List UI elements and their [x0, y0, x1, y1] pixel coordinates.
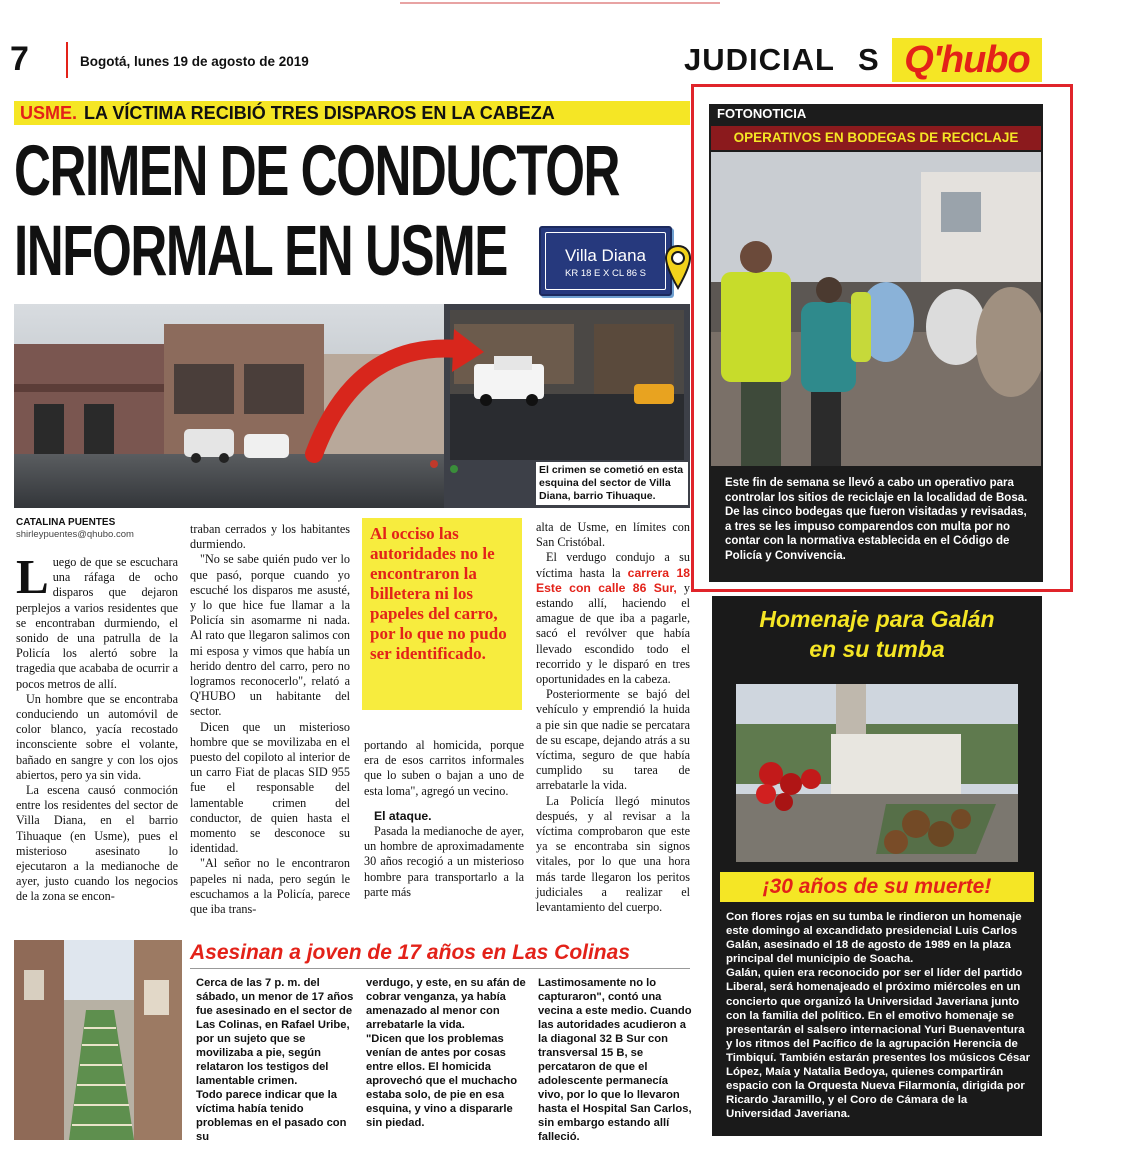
kicker — [14, 101, 690, 125]
story-paragraph — [536, 550, 690, 687]
galan-tomb-photo — [736, 684, 1018, 862]
header-divider — [66, 42, 68, 78]
story-paragraph: Un hombre que se encontraba conduciendo un automóvil de color blanco, yacía recostado inconsciente sobre el volante, bañado en sangre y con los ojos abiertos, pero ya sin vida. — [16, 691, 178, 782]
story-paragraph: Posteriormente se bajó del vehículo y emprendió la huida a pie sin que nadie se percatara de su escape, dejando atrás a su víctima, seguro de que había cumplido su tarea de arrebatarle la vida. — [536, 687, 690, 793]
story-subhead: El ataque. — [374, 808, 432, 823]
location-sign-address: KR 18 E X CL 86 S — [565, 268, 646, 279]
drop-cap: L — [16, 549, 49, 604]
colinas-stairs-photo — [14, 940, 182, 1140]
homenaje-title-line-2: en su tumba — [809, 636, 945, 662]
author-name: CATALINA PUENTES — [16, 517, 116, 528]
pull-quote-box — [362, 518, 522, 710]
colinas-rule — [190, 968, 690, 969]
fotonoticia-caption: Este fin de semana se llevó a cabo un operativo para controlar los sitios de reciclaje en la localidad de Bosa. De las cinco bodegas que fueron visitadas y revisadas, a tres se les impuso comparendos con multa por no contar con la normativa establecida en el Código de Policía y Convivencia. — [725, 477, 1028, 562]
brand-logo: Q'hubo — [892, 38, 1042, 82]
location-sign-title: Villa Diana — [565, 246, 646, 265]
section-suffix: S — [858, 42, 880, 77]
author-email[interactable]: shirleypuentes@qhubo.com — [16, 529, 134, 540]
page-number: 7 — [10, 40, 29, 78]
homenaje-banner: ¡30 años de su muerte! — [720, 872, 1034, 902]
issue-date: Bogotá, lunes 19 de agosto de 2019 — [80, 54, 309, 69]
colinas-column-1: Cerca de las 7 p. m. del sábado, un menor de 17 años fue asesinado en el sector de Las Colinas, en Rafael Uribe, por un sujeto que se movilizaba a pie, según relataron los testigos del lamentable crimen. Todo parece indicar que la víctima había tenido problemas en el pasado con su — [196, 977, 354, 1143]
colinas-column-2: verdugo, y este, en su afán de cobrar venganza, ya había amenazado al menor con arrebatarle la vida. "Dicen que los problemas venían de antes por cosas entre ellos. El homicida aprovechó que el muchacho estaba solo, de pie en esa esquina, y vino a dispararle sin piedad. — [366, 977, 526, 1129]
story-address: carrera 18 Este con calle 86 Sur, — [536, 565, 690, 595]
homenaje-paragraph: Galán, quien era reconocido por ser el líder del partido Liberal, será homenajeado el próximo miércoles en un concierto que organizó la Universidad Javeriana junto con la familia del político. En el emotivo homenaje se presentarán el salsero internacional Yuri Buenaventura y los ritmos del Pacífico de la agrupación Herencia de Timbiquí. También estarán presentes los músicos César López, Maía y Natalia Bedoya, quienes compartirán espacio con la Orquesta Nueva Filarmonía, dirigida por Ricardo Jaramillo, y el Coro de Cámara de la Universidad Javeriana. — [726, 967, 1031, 1121]
story-text: y estando allí, haciendo el amague de que iba a pagarle, sacó el revólver que había llevado escondido todo el recorrido y le disparó en tres oportunidades en la cabeza. — [536, 580, 690, 687]
recycling-operation-photo — [711, 152, 1041, 466]
story-paragraph: "Al señor no le encontraron papeles ni nada, pero según le escuchamos a la Policía, parece que iba trans- — [190, 856, 350, 917]
story-paragraph: uego de que se escuchara una ráfaga de ocho disparos que dejaron perplejos a varios residentes que se encontraban durmiendo, el sonido de una patrulla de la Policía los alertó sobre la tragedia que acababa de ocurrir a pocos metros de allí. — [16, 555, 178, 691]
story-paragraph: La Policía llegó minutos después, y al revisar a la víctima comprobaron que este ya se encontraba sin signos vitales, por lo que una hora más tarde llegaron los peritos judiciales a realizar el levantamiento del cuerpo. — [536, 793, 690, 915]
map-pin-icon — [664, 244, 692, 290]
story-paragraph: Dicen que un misterioso hombre que se movilizaba en el puesto del copiloto al interior de un carro Fiat de placas SID 955 fue el responsable del lamentable crimen del conductor, de quien hasta el momento se desconoce su identidad. — [190, 719, 350, 856]
fotonoticia-box — [709, 104, 1043, 582]
homenaje-body — [726, 910, 1032, 1121]
story-column-1 — [16, 549, 178, 905]
homenaje-box — [712, 596, 1042, 1136]
section-title: JUDICIAL — [684, 42, 835, 77]
story-paragraph: La escena causó conmoción entre los residentes del sector de Villa Diana, en el barrio Tihuaque (en Usme), pues el misterioso asesinato lo ejecutaron a la medianoche de ayer, justo cuando los negocios de la zona se encon- — [16, 783, 178, 904]
fotonoticia-title: OPERATIVOS EN BODEGAS DE RECICLAJE — [711, 126, 1041, 150]
story-paragraph: portando al homicida, porque era de esos carritos informales que lo suben o bajan a uno de esta loma", agregó un vecino. — [364, 738, 524, 798]
story-column-2 — [190, 522, 350, 917]
story-text: El verdugo condujo a su víctima hasta la — [536, 550, 690, 580]
headline-line-1: CRIMEN DE CONDUCTOR — [14, 132, 620, 211]
kicker-text: LA VÍCTIMA RECIBIÓ TRES DISPAROS EN LA CABEZA — [84, 103, 555, 123]
homenaje-paragraph: Con flores rojas en su tumba le rindieron un homenaje este domingo al excandidato presidencial Luis Carlos Galán, asesinado el 18 de agosto de 1989 en la plaza principal del municipio de Soacha. — [726, 911, 1022, 966]
headline-line-2: INFORMAL EN USME — [14, 212, 507, 291]
fotonoticia-label: FOTONOTICIA — [717, 106, 807, 121]
story-paragraph: alta de Usme, en límites con San Cristóbal. — [536, 520, 690, 550]
colinas-column-3: Lastimosamente no lo capturaron", contó una vecina a este medio. Cuando las autoridades acudieron a la diagonal 32 B Sur con transversal 15 B, se percataron de que el adolescente permanecía vivo, por lo que lo llevaron hasta el Hospital San Carlos, sin embargo estando allí falleció. — [538, 977, 692, 1143]
pull-quote: Al occiso las autoridades no le encontraron la billetera ni los papeles del carro, por lo que no pudo ser identificado. — [370, 524, 507, 663]
homenaje-title-line-1: Homenaje para Galán — [759, 606, 995, 632]
colinas-headline: Asesinan a joven de 17 años en Las Colinas — [190, 941, 630, 964]
story-column-3 — [364, 738, 524, 900]
section-name — [684, 42, 880, 78]
top-edge-rule — [400, 2, 720, 4]
location-sign — [539, 226, 672, 296]
story-paragraph: Pasada la medianoche de ayer, un hombre de aproximadamente 30 años recogió a un misterioso hombre para transportarlo a la parte más — [364, 824, 524, 899]
story-column-4 — [536, 520, 690, 915]
story-paragraph: "No se sabe quién pudo ver lo que pasó, porque cuando yo escuché los disparos me asusté, y lo que hice fue llamar a la Policía sin asomarme ni nada. Al rato que llegaron salimos con mi esposa y vimos que había un herido dentro del carro, pero no logramos reconocerlo", relató a Q'HUBO un habitante del sector. — [190, 552, 350, 719]
story-paragraph: traban cerrados y los habitantes durmiendo. — [190, 522, 350, 552]
kicker-place: USME. — [20, 103, 78, 123]
homenaje-title — [712, 604, 1042, 664]
photo-caption: El crimen se cometió en esta esquina del sector de Villa Diana, barrio Tihuaque. — [536, 462, 688, 505]
